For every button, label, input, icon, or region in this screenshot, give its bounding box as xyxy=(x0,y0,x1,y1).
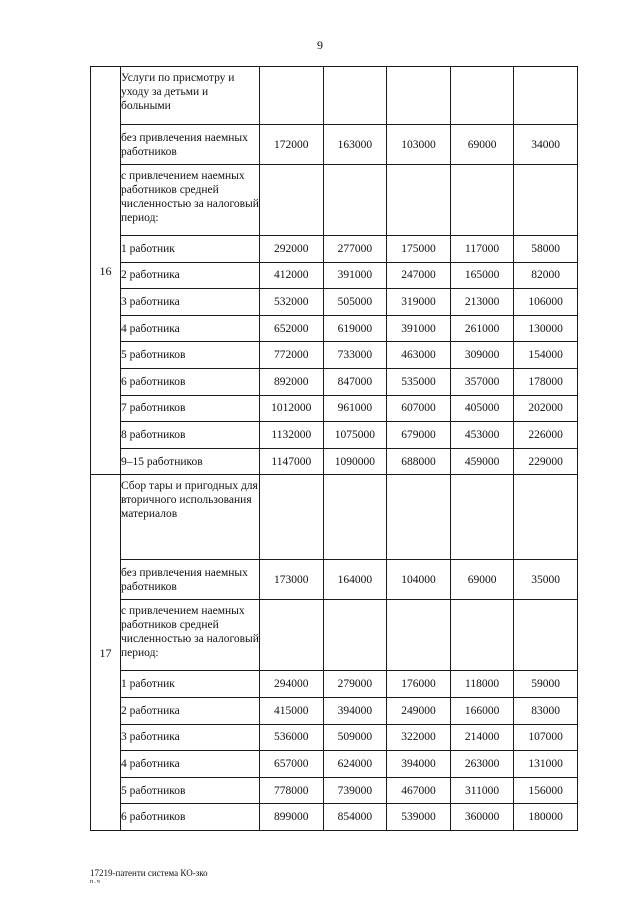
empty-cell xyxy=(260,67,324,125)
value-cell: 1012000 xyxy=(260,395,324,422)
empty-cell xyxy=(260,475,324,560)
value-cell: 619000 xyxy=(323,315,387,342)
empty-cell xyxy=(323,67,387,125)
value-cell: 319000 xyxy=(387,289,451,316)
value-cell: 412000 xyxy=(260,262,324,289)
empty-cell xyxy=(514,67,578,125)
value-cell: 163000 xyxy=(323,125,387,165)
value-cell: 322000 xyxy=(387,724,451,751)
value-cell: 103000 xyxy=(387,125,451,165)
value-cell: 104000 xyxy=(387,560,451,600)
row-label: 1 работник xyxy=(121,236,260,263)
table-row xyxy=(91,289,578,316)
value-cell: 69000 xyxy=(450,560,514,600)
value-cell: 509000 xyxy=(323,724,387,751)
row-label: 2 работника xyxy=(121,697,260,724)
value-cell: 899000 xyxy=(260,804,324,831)
table-row xyxy=(91,697,578,724)
value-cell: 391000 xyxy=(323,262,387,289)
empty-cell xyxy=(514,165,578,236)
value-cell: 59000 xyxy=(514,671,578,698)
table-row xyxy=(91,262,578,289)
value-cell: 202000 xyxy=(514,395,578,422)
value-cell: 118000 xyxy=(450,671,514,698)
document-footer xyxy=(90,868,208,885)
table-row xyxy=(91,395,578,422)
value-cell: 463000 xyxy=(387,342,451,369)
footer-filename: 17219-патенти система КО-зко xyxy=(90,868,208,878)
value-cell: 652000 xyxy=(260,315,324,342)
value-cell: 394000 xyxy=(323,697,387,724)
value-cell: 154000 xyxy=(514,342,578,369)
value-cell: 311000 xyxy=(450,777,514,804)
value-cell: 309000 xyxy=(450,342,514,369)
row-label: с привлечением наемных работников средней численностью за налоговый период: xyxy=(121,600,260,671)
value-cell: 405000 xyxy=(450,395,514,422)
value-cell: 535000 xyxy=(387,368,451,395)
no-employees-row xyxy=(91,560,578,600)
table-row xyxy=(91,315,578,342)
value-cell: 505000 xyxy=(323,289,387,316)
page-number: 9 xyxy=(317,38,323,52)
value-cell: 679000 xyxy=(387,422,451,449)
value-cell: 131000 xyxy=(514,751,578,778)
value-cell: 173000 xyxy=(260,560,324,600)
empty-cell xyxy=(450,600,514,671)
value-cell: 294000 xyxy=(260,671,324,698)
value-cell: 226000 xyxy=(514,422,578,449)
value-cell: 1147000 xyxy=(260,448,324,475)
value-cell: 892000 xyxy=(260,368,324,395)
value-cell: 1075000 xyxy=(323,422,387,449)
row-label: 4 работника xyxy=(121,751,260,778)
value-cell: 249000 xyxy=(387,697,451,724)
row-label: 9–15 работников xyxy=(121,448,260,475)
value-cell: 214000 xyxy=(450,724,514,751)
value-cell: 106000 xyxy=(514,289,578,316)
value-cell: 360000 xyxy=(450,804,514,831)
value-cell: 261000 xyxy=(450,315,514,342)
value-cell: 175000 xyxy=(387,236,451,263)
tax-rate-table xyxy=(90,66,578,831)
no-employees-row xyxy=(91,125,578,165)
value-cell: 35000 xyxy=(514,560,578,600)
value-cell: 1132000 xyxy=(260,422,324,449)
value-cell: 277000 xyxy=(323,236,387,263)
table-row xyxy=(91,777,578,804)
row-label: 6 работников xyxy=(121,804,260,831)
row-label: без привлечения наемных работников xyxy=(121,125,260,165)
value-cell: 130000 xyxy=(514,315,578,342)
row-label: 3 работника xyxy=(121,289,260,316)
empty-cell xyxy=(387,67,451,125)
empty-cell xyxy=(450,67,514,125)
empty-cell xyxy=(323,165,387,236)
row-label: 8 работников xyxy=(121,422,260,449)
empty-cell xyxy=(387,165,451,236)
value-cell: 156000 xyxy=(514,777,578,804)
table-row xyxy=(91,368,578,395)
value-cell: 229000 xyxy=(514,448,578,475)
value-cell: 172000 xyxy=(260,125,324,165)
value-cell: 107000 xyxy=(514,724,578,751)
value-cell: 34000 xyxy=(514,125,578,165)
row-label: 7 работников xyxy=(121,395,260,422)
value-cell: 657000 xyxy=(260,751,324,778)
table-row xyxy=(91,342,578,369)
value-cell: 459000 xyxy=(450,448,514,475)
table-row xyxy=(91,448,578,475)
empty-cell xyxy=(387,475,451,560)
footer-cut-line: п.ч xyxy=(90,879,101,885)
value-cell: 739000 xyxy=(323,777,387,804)
value-cell: 772000 xyxy=(260,342,324,369)
value-cell: 357000 xyxy=(450,368,514,395)
value-cell: 165000 xyxy=(450,262,514,289)
value-cell: 166000 xyxy=(450,697,514,724)
value-cell: 733000 xyxy=(323,342,387,369)
section-number: 16 xyxy=(91,67,121,475)
row-label: 6 работников xyxy=(121,368,260,395)
value-cell: 688000 xyxy=(387,448,451,475)
value-cell: 624000 xyxy=(323,751,387,778)
value-cell: 394000 xyxy=(387,751,451,778)
value-cell: 263000 xyxy=(450,751,514,778)
empty-cell xyxy=(450,475,514,560)
row-label: 4 работника xyxy=(121,315,260,342)
section-title-row xyxy=(91,475,578,560)
value-cell: 180000 xyxy=(514,804,578,831)
value-cell: 82000 xyxy=(514,262,578,289)
value-cell: 247000 xyxy=(387,262,451,289)
value-cell: 117000 xyxy=(450,236,514,263)
row-label: 1 работник xyxy=(121,671,260,698)
value-cell: 532000 xyxy=(260,289,324,316)
value-cell: 536000 xyxy=(260,724,324,751)
value-cell: 453000 xyxy=(450,422,514,449)
section-title-row xyxy=(91,67,578,125)
value-cell: 69000 xyxy=(450,125,514,165)
section-number: 17 xyxy=(91,475,121,831)
value-cell: 778000 xyxy=(260,777,324,804)
value-cell: 415000 xyxy=(260,697,324,724)
value-cell: 961000 xyxy=(323,395,387,422)
value-cell: 279000 xyxy=(323,671,387,698)
value-cell: 854000 xyxy=(323,804,387,831)
row-label: с привлечением наемных работников средней численностью за налоговый период: xyxy=(121,165,260,236)
table-row xyxy=(91,422,578,449)
table-row xyxy=(91,236,578,263)
empty-cell xyxy=(323,600,387,671)
value-cell: 292000 xyxy=(260,236,324,263)
table-row xyxy=(91,804,578,831)
with-employees-row xyxy=(91,600,578,671)
table-row xyxy=(91,751,578,778)
empty-cell xyxy=(514,475,578,560)
value-cell: 83000 xyxy=(514,697,578,724)
value-cell: 178000 xyxy=(514,368,578,395)
value-cell: 164000 xyxy=(323,560,387,600)
value-cell: 467000 xyxy=(387,777,451,804)
value-cell: 1090000 xyxy=(323,448,387,475)
value-cell: 58000 xyxy=(514,236,578,263)
value-cell: 176000 xyxy=(387,671,451,698)
empty-cell xyxy=(450,165,514,236)
value-cell: 391000 xyxy=(387,315,451,342)
row-label: 5 работников xyxy=(121,342,260,369)
table-row xyxy=(91,671,578,698)
row-label: 3 работника xyxy=(121,724,260,751)
empty-cell xyxy=(260,600,324,671)
section-title: Услуги по присмотру и уходу за детьми и больными xyxy=(121,67,260,125)
row-label: без привлечения наемных работников xyxy=(121,560,260,600)
row-label: 5 работников xyxy=(121,777,260,804)
section-title: Сбор тары и пригодных для вторичного использования материалов xyxy=(121,475,260,560)
empty-cell xyxy=(260,165,324,236)
row-label: 2 работника xyxy=(121,262,260,289)
empty-cell xyxy=(514,600,578,671)
table-row xyxy=(91,724,578,751)
empty-cell xyxy=(323,475,387,560)
with-employees-row xyxy=(91,165,578,236)
value-cell: 213000 xyxy=(450,289,514,316)
empty-cell xyxy=(387,600,451,671)
value-cell: 607000 xyxy=(387,395,451,422)
value-cell: 847000 xyxy=(323,368,387,395)
value-cell: 539000 xyxy=(387,804,451,831)
